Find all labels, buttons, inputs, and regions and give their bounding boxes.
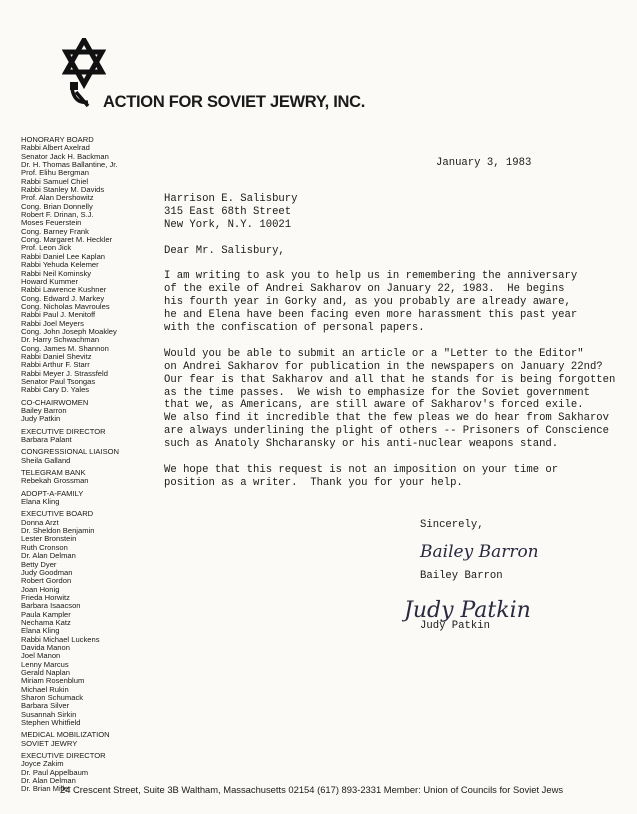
sidebar-name: Joyce Zakim — [21, 759, 64, 769]
sidebar-name: Lester Bronstein — [21, 534, 77, 544]
sidebar-name: Gerald Naplan — [21, 667, 70, 677]
sidebar-name: Barbara Silver — [21, 701, 70, 711]
sidebar-name: Cong. Brian Donnelly — [21, 201, 93, 211]
sidebar-heading: MEDICAL MOBILIZATION — [21, 730, 110, 740]
paragraph-line: We hope that this request is not an imposition on your time or — [164, 463, 559, 476]
letter-body — [164, 193, 626, 490]
sidebar-name: Cong. James M. Shannon — [21, 343, 109, 353]
sidebar-name: Joan Honig — [21, 584, 60, 594]
recipient-address — [164, 193, 626, 232]
paragraph-line: his fourth year in Gorky and, as you probably are already aware, — [164, 296, 571, 309]
sidebar-name: Rabbi Arthur F. Starr — [21, 360, 90, 370]
paragraph — [164, 270, 626, 335]
sidebar-name: Frieda Horwitz — [21, 592, 70, 602]
paragraph-line: with the confiscation of personal papers. — [164, 322, 425, 335]
sidebar-name: Rabbi Albert Axelrad — [21, 143, 90, 153]
sidebar-name: Lenny Marcus — [21, 659, 69, 669]
sidebar-name: Cong. Barney Frank — [21, 226, 89, 236]
sidebar-name: Moses Feuerstein — [21, 218, 82, 228]
letter-date: January 3, 1983 — [436, 157, 532, 169]
sidebar-name: Barbara Palant — [21, 435, 72, 445]
sidebar-name: Dr. Harry Schwachman — [21, 335, 100, 345]
sidebar-heading: EXECUTIVE BOARD — [21, 509, 94, 519]
paragraph-line: Our fear is that Sakharov and all that he stands for is being forgotten — [164, 373, 616, 386]
paragraph-line: are always underlining the plight of others -- Prisoners of Conscience — [164, 425, 610, 438]
sidebar-name: Bailey Barron — [21, 406, 67, 415]
sidebar-name: Rabbi Daniel Lee Kaplan — [21, 251, 106, 261]
sidebar-name: Dr. H. Thomas Ballantine, Jr. — [21, 160, 118, 170]
sidebar-name: Senator Paul Tsongas — [21, 376, 96, 386]
address-line: 315 East 68th Street — [164, 205, 292, 218]
sidebar-name: Donna Arzt — [21, 517, 59, 527]
sidebar-name: Miriam Rosenblum — [21, 676, 85, 686]
sidebar-heading: EXECUTIVE DIRECTOR — [21, 751, 106, 761]
svg-text:Judy Patkin: Judy Patkin — [404, 598, 531, 623]
sidebar-name: Sheila Galland — [21, 455, 71, 465]
sidebar-name: SOVIET JEWRY — [21, 738, 78, 748]
closing: Sincerely, — [420, 519, 484, 531]
sidebar-name: Rabbi Cary D. Yales — [21, 385, 90, 395]
sidebar-name: Rabbi Daniel Shevitz — [21, 351, 92, 361]
sidebar-name: Cong. John Joseph Moakley — [21, 326, 117, 336]
paragraph-line: of the exile of Andrei Sakharov on January 22, 1983. He begins — [164, 283, 565, 296]
sidebar-name: Dr. Paul Appelbaum — [21, 767, 89, 777]
sidebar-name: Rabbi Yehuda Kelemer — [21, 260, 99, 270]
organization-name: ACTION FOR SOVIET JEWRY, INC. — [103, 93, 366, 111]
signer-name-judy-patkin: Judy Patkin — [420, 620, 490, 632]
paragraph-line: I am writing to ask you to help us in remembering the anniversary — [164, 270, 578, 283]
sidebar-name: Dr. Alan Delman — [21, 776, 76, 786]
sidebar-heading: TELEGRAM BANK — [21, 468, 86, 478]
sidebar-name: Ruth Cronson — [21, 542, 68, 552]
sidebar-name: Rebekah Grossman — [21, 476, 89, 486]
letterhead-footer: 24 Crescent Street, Suite 3B Waltham, Massachusetts 02154 (617) 893-2331 Member: Union of Councils for Soviet Jews — [60, 784, 564, 795]
sidebar-name: Davida Manon — [21, 642, 70, 652]
sidebar-heading: EXECUTIVE DIRECTOR — [21, 426, 106, 436]
sidebar-name: Barbara Isaacson — [21, 601, 81, 611]
sidebar-name: Howard Kummer — [21, 276, 78, 286]
sidebar-name: Rabbi Meyer J. Strassfeld — [21, 368, 108, 378]
sidebar-name: Prof. Elihu Bergman — [21, 168, 89, 178]
sidebar-name: Dr. Alan Delman — [21, 551, 76, 561]
sidebar-name: Prof. Leon Jick — [21, 243, 72, 253]
sidebar-name: Joel Manon — [21, 651, 61, 661]
paragraph-line: that we, as Americans, are still aware of Sakharov's forced exile. — [164, 399, 584, 412]
sidebar-heading: HONORARY BOARD — [21, 135, 94, 144]
sidebar-name: Judy Goodman — [21, 567, 73, 577]
sidebar-name: Robert F. Drinan, S.J. — [21, 210, 94, 220]
address-line: New York, N.Y. 10021 — [164, 218, 292, 231]
sidebar-name: Senator Jack H. Backman — [21, 151, 109, 161]
sidebar-name: Rabbi Michael Luckens — [21, 634, 100, 644]
paragraph-line: on Andrei Sakharov for publication in the newspapers on January 22nd? — [164, 360, 603, 373]
sidebar-name: Cong. Edward J. Markey — [21, 293, 105, 303]
sidebar-name: Prof. Alan Dershowitz — [21, 193, 94, 203]
sidebar-name: Elana Kling — [21, 497, 60, 507]
letter-paragraphs — [164, 270, 626, 489]
sidebar-name: Robert Gordon — [21, 576, 72, 586]
paragraph-line: as the time passes. We wish to emphasize for the Soviet government — [164, 386, 590, 399]
paragraph-line: We also find it incredible that the few pleas we do hear from Sakharov — [164, 412, 610, 425]
sidebar-heading: CO-CHAIRWOMEN — [21, 397, 89, 407]
sidebar-name: Cong. Margaret M. Heckler — [21, 235, 113, 245]
paragraph-line: Would you be able to submit an article or a "Letter to the Editor" — [164, 347, 584, 360]
paragraph-line: he and Elena have been facing even more harassment this past year — [164, 309, 578, 322]
salutation: Dear Mr. Salisbury, — [164, 244, 285, 257]
sidebar-name: Michael Rukin — [21, 684, 69, 694]
paragraph-line: position as a writer. Thank you for your help. — [164, 476, 463, 489]
sidebar-heading: ADOPT-A-FAMILY — [21, 488, 84, 498]
sidebar-name: Rabbi Paul J. Menitoff — [21, 310, 96, 320]
sidebar-name: Cong. Nicholas Mavroules — [21, 301, 110, 311]
sidebar-name: Susannah Sirkin — [21, 709, 77, 719]
sidebar-name: Rabbi Neil Kominsky — [21, 268, 92, 278]
sidebar-name: Nechama Katz — [21, 617, 71, 627]
paragraph — [164, 464, 626, 490]
signer-name-bailey-barron: Bailey Barron — [420, 570, 503, 582]
paragraph — [164, 348, 626, 451]
board-members-sidebar — [21, 136, 181, 794]
sidebar-name: Stephen Whitfield — [21, 718, 81, 728]
sidebar-name: Sharon Schumack — [21, 693, 84, 702]
sidebar-name: Dr. Sheldon Benjamin — [21, 526, 95, 536]
paragraph-line: such as Anatoly Shcharansky or his anti-nuclear weapons stand. — [164, 438, 559, 451]
sidebar-heading: CONGRESSIONAL LIAISON — [21, 447, 120, 457]
sidebar-name: Rabbi Joel Meyers — [21, 318, 84, 328]
sidebar-name: Rabbi Stanley M. Davids — [21, 185, 105, 195]
sidebar-name: Dr. Brian Miller — [21, 784, 71, 794]
sidebar-name: Judy Patkin — [21, 414, 61, 424]
sidebar-name: Betty Dyer — [21, 559, 57, 569]
sidebar-name: Rabbi Lawrence Kushner — [21, 285, 107, 295]
signature-bailey-barron — [418, 533, 558, 567]
star-of-david-logo-icon — [62, 38, 106, 110]
svg-text:Bailey Barron: Bailey Barron — [420, 542, 539, 562]
sidebar-name: Paula Kampler — [21, 609, 71, 619]
address-line: Harrison E. Salisbury — [164, 193, 298, 205]
sidebar-name: Rabbi Samuel Chiel — [21, 176, 89, 186]
sidebar-name: Elana Kling — [21, 626, 60, 636]
